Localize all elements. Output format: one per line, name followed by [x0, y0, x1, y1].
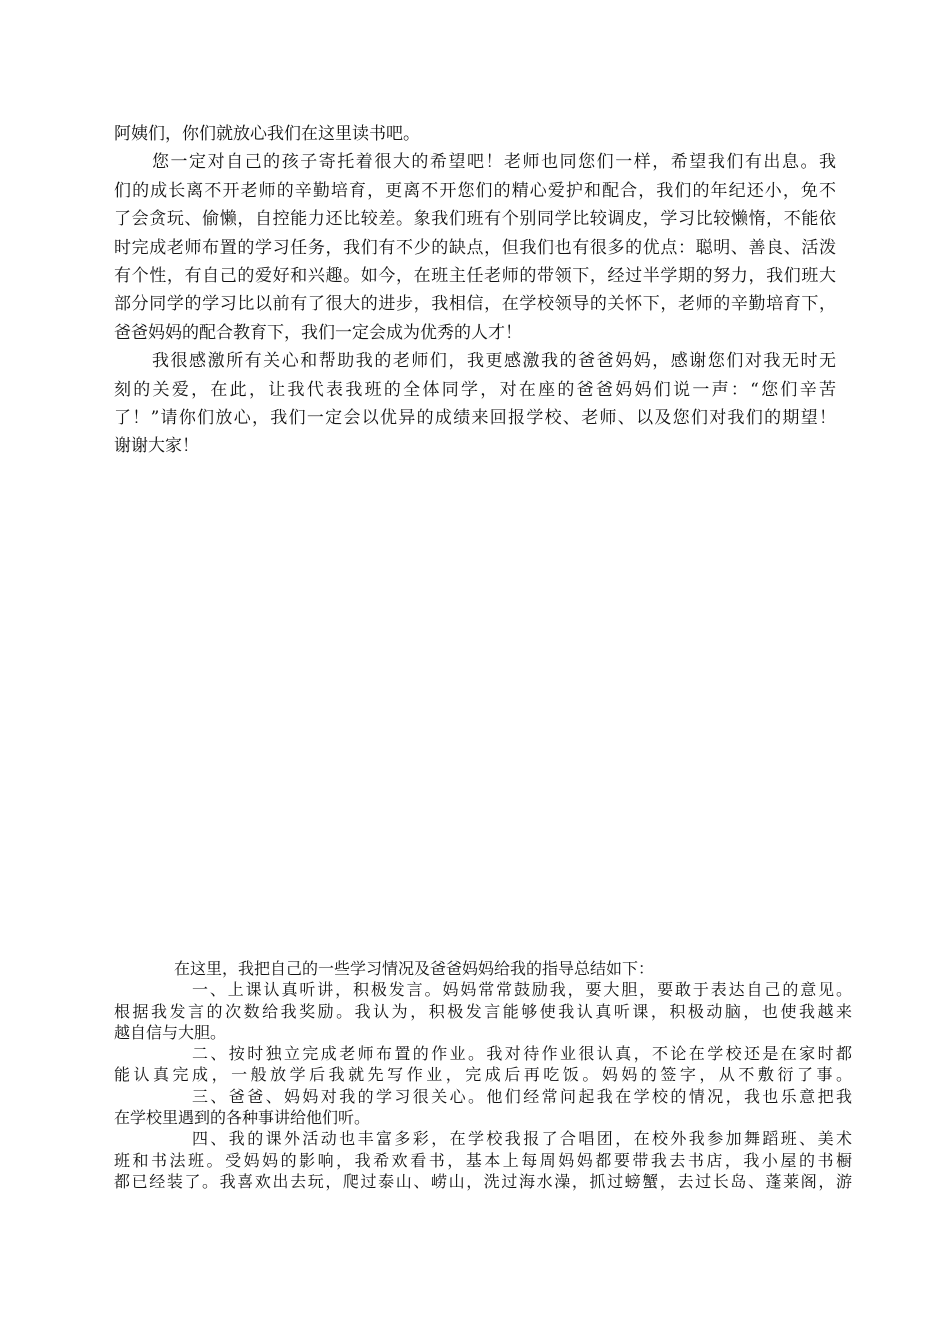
text-line: 四、我的课外活动也丰富多彩，在学校我报了合唱团，在校外我参加舞蹈班、美术 [192, 1129, 852, 1149]
text-line: 刻的关爱，在此，让我代表我班的全体同学，对在座的爸爸妈妈们说一声：“您们辛苦 [114, 379, 836, 400]
text-line: 班和书法班。受妈妈的影响，我希欢看书，基本上每周妈妈都要带我去书店，我小屋的书橱 [114, 1150, 852, 1170]
text-line: 越自信与大胆。 [114, 1022, 227, 1042]
text-line: 部分同学的学习比以前有了很大的进步，我相信，在学校领导的关怀下，老师的辛勤培育下， [114, 294, 836, 315]
text-line: 在学校里遇到的各种事讲给他们听。 [114, 1108, 371, 1128]
text-line: 了！”请你们放心，我们一定会以优异的成绩来回报学校、老师、以及您们对我们的期望！ [114, 407, 836, 428]
text-line: 能认真完成，一般放学后我就先写作业，完成后再吃饭。妈妈的签字，从不敷衍了事。 [114, 1065, 852, 1085]
text-line: 我很感激所有关心和帮助我的老师们，我更感激我的爸爸妈妈，感谢您们对我无时无 [152, 351, 836, 372]
text-line: 谢谢大家！ [114, 436, 199, 457]
text-line: 都已经装了。我喜欢出去玩，爬过泰山、崂山，洗过海水澡，抓过螃蟹，去过长岛、蓬莱阁，游 [114, 1171, 852, 1191]
text-line: 了会贪玩、偷懒，自控能力还比较差。象我们班有个别同学比较调皮，学习比较懒惰，不能依 [114, 209, 836, 230]
text-line: 阿姨们，你们就放心我们在这里读书吧。 [114, 124, 420, 144]
text-line: 爸爸妈妈的配合教育下，我们一定会成为优秀的人才！ [114, 322, 522, 343]
speech-text-block [114, 120, 836, 461]
text-line: 三、爸爸、妈妈对我的学习很关心。他们经常问起我在学校的情况，我也乐意把我 [192, 1086, 852, 1106]
text-line: 一、上课认真听讲，积极发言。妈妈常常鼓励我，要大胆，要敢于表达自己的意见。 [192, 980, 852, 1000]
text-line: 在这里，我把自己的一些学习情况及爸爸妈妈给我的指导总结如下： [174, 959, 655, 978]
text-line: 时完成老师布置的学习任务，我们有不少的缺点，但我们也有很多的优点：聪明、善良、活泼 [114, 237, 836, 258]
text-line: 有个性，有自己的爱好和兴趣。如今，在班主任老师的带领下，经过半学期的努力，我们班大 [114, 265, 836, 286]
text-line: 们的成长离不开老师的辛勤培育，更离不开您们的精心爱护和配合，我们的年纪还小，免不 [114, 180, 836, 201]
text-line: 根据我发言的次数给我奖励。我认为，积极发言能够使我认真听课，积极动脑，也使我越来 [114, 1001, 852, 1021]
text-line: 您一定对自己的孩子寄托着很大的希望吧！老师也同您们一样，希望我们有出息。我 [152, 152, 836, 173]
text-line: 二、按时独立完成老师布置的作业。我对待作业很认真，不论在学校还是在家时都 [192, 1044, 852, 1064]
summary-text-block [114, 958, 852, 1192]
